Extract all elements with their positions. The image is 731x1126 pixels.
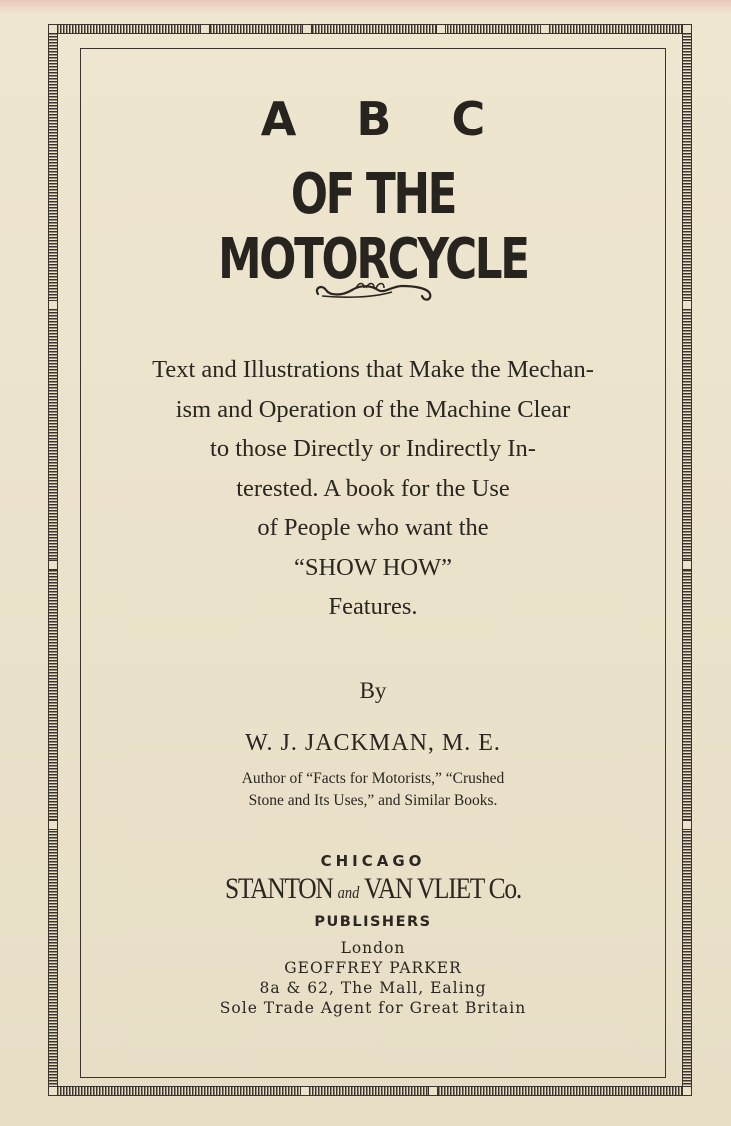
border-corner-ornament-icon <box>48 24 58 34</box>
publishers-label: PUBLISHERS <box>314 914 432 930</box>
border-cross-ornament-icon <box>436 24 446 34</box>
description-line: Text and Illustrations that Make the Mechan- <box>152 356 594 383</box>
author-note <box>80 768 666 812</box>
ornamental-flourish-icon <box>312 276 436 306</box>
border-ornament-icon <box>540 24 550 34</box>
london-line: London <box>340 939 406 957</box>
author-name: W. J. JACKMAN, M. E. <box>245 730 501 756</box>
publisher-name-and: and <box>337 883 360 902</box>
description-line: terested. A book for the Use <box>236 474 510 502</box>
london-agent <box>80 938 666 1018</box>
title-motorcycle: OF THE MOTORCYCLE <box>218 162 528 292</box>
ornamental-border-bottom <box>48 1086 688 1096</box>
border-ornament-icon <box>682 300 692 310</box>
border-corner-ornament-icon <box>48 1086 58 1096</box>
border-cross-ornament-icon <box>302 24 312 34</box>
title-abc: A B C <box>260 92 508 146</box>
border-ornament-icon <box>200 24 210 34</box>
description-line: ism and Operation of the Machine Clear <box>175 395 571 423</box>
london-line: GEOFFREY PARKER <box>284 959 462 977</box>
border-ornament-icon <box>48 560 58 570</box>
description-line: “SHOW HOW” <box>293 553 453 581</box>
ornamental-border-top <box>48 24 688 34</box>
border-corner-ornament-icon <box>682 24 692 34</box>
border-ornament-icon <box>48 300 58 310</box>
publisher-name <box>124 872 622 906</box>
description-line: Features. <box>328 593 418 620</box>
author-note-line: Author of “Facts for Motorists,” “Crushed <box>241 770 505 787</box>
border-ornament-icon <box>682 820 692 830</box>
description <box>80 350 666 627</box>
author-note-line: Stone and Its Uses,” and Similar Books. <box>248 792 498 809</box>
description-line: to those Directly or Indirectly In- <box>210 435 536 462</box>
london-line: 8a & 62, The Mall, Ealing <box>259 979 487 997</box>
publisher-name-part1: STANTON <box>225 872 333 905</box>
page-edge-tint <box>0 0 731 14</box>
publisher-city: CHICAGO <box>320 852 426 870</box>
border-cross-ornament-icon <box>428 1086 438 1096</box>
border-cross-ornament-icon <box>300 1086 310 1096</box>
london-line: Sole Trade Agent for Great Britain <box>219 999 527 1017</box>
border-ornament-icon <box>682 560 692 570</box>
publisher-name-part2: VAN VLIET Co. <box>364 872 521 905</box>
border-corner-ornament-icon <box>682 1086 692 1096</box>
border-ornament-icon <box>48 820 58 830</box>
byline-by: By <box>359 678 387 703</box>
description-line: of People who want the <box>257 514 489 541</box>
